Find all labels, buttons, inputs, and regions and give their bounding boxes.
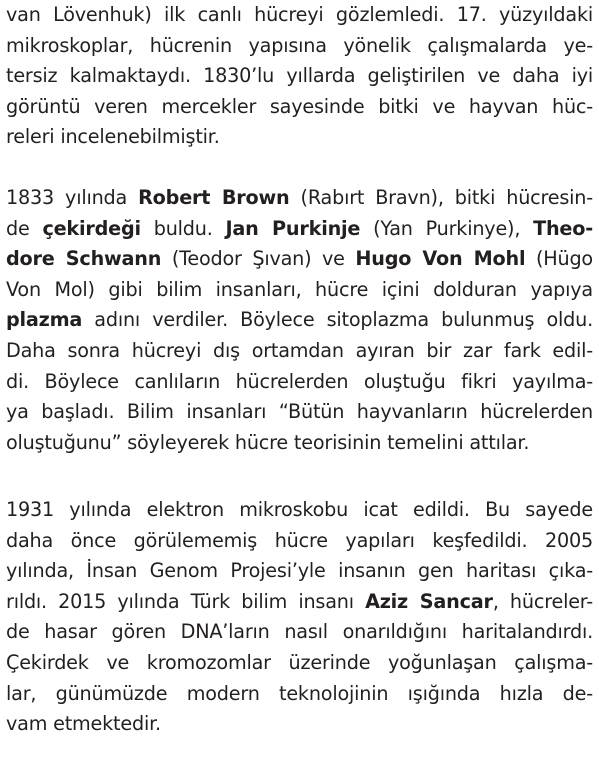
text-line (6, 556, 593, 587)
text-line (6, 275, 593, 306)
text-run: di. Böylece canlıların hücrelerden oluştuğu fikri yayılma- (6, 369, 593, 393)
text-run: tersiz kalmaktaydı. 1830’lu yıllarda geliştirilen ve daha iyi (6, 64, 593, 88)
text-run: Daha sonra hücreyi dış ortamdan ayıran bir zar fark edil- (6, 338, 593, 362)
text-run: (Rabırt Bravn), bitki hücresin- (289, 186, 593, 209)
text-line (6, 617, 593, 648)
text-run: buldu. (140, 216, 226, 240)
paragraph-1 (6, 0, 593, 153)
text-run: (Yan Purkinye), (360, 216, 534, 240)
text-line (6, 367, 593, 398)
text-line (6, 92, 593, 123)
text-run: adını verdiler. Böylece sitoplazma bulunmuş oldu. (82, 308, 593, 332)
bold-term: Jan Purkinje (225, 216, 361, 240)
text-line (6, 709, 593, 740)
text-line (6, 244, 593, 275)
text-run: releri incelenebilmiştir. (6, 125, 220, 149)
paragraph-3 (6, 495, 593, 740)
text-line (6, 648, 593, 679)
bold-term: çekirdeği (42, 216, 141, 240)
text-run: lar, günümüzde modern teknolojinin ışığında hızla de- (6, 681, 593, 705)
text-line (6, 336, 593, 367)
text-run: daha önce görülememiş hücre yapıları keşfedildi. 2005 (6, 528, 593, 552)
bold-term: Hugo Von Mohl (355, 247, 526, 271)
text-run: de hasar gören DNA’ların nasıl onarıldığını haritalandırdı. (6, 620, 593, 644)
text-run: Von Mol) gibi bilim insanları, hücre içini dolduran yapıya (6, 277, 593, 301)
text-line (6, 587, 593, 618)
bold-term: plazma (6, 308, 83, 332)
text-line (6, 31, 593, 62)
paragraph-2 (6, 183, 593, 458)
text-line (6, 428, 593, 459)
text-run: (Hügo (525, 247, 593, 271)
text-line (6, 214, 593, 245)
text-line (6, 679, 593, 710)
text-line (6, 305, 593, 336)
text-run: rıldı. 2015 yılında Türk bilim insanı (6, 589, 366, 613)
text-run: görüntü veren mercekler sayesinde bitki ve hayvan hüc- (6, 94, 593, 118)
text-line (6, 61, 593, 92)
bold-term: Theo- (533, 216, 593, 240)
text-run: Çekirdek ve kromozomlar üzerinde yoğunlaşan çalışma- (6, 650, 593, 674)
text-run: ya başladı. Bilim insanları “Bütün hayvanların hücrelerden (6, 400, 593, 424)
text-line (6, 495, 593, 526)
text-run: de (6, 216, 43, 240)
text-run: 1931 yılında elektron mikroskobu icat edildi. Bu sayede (6, 498, 593, 521)
text-run: van Lövenhuk) ilk canlı hücreyi gözlemledi. 17. yüzyıldaki (6, 3, 593, 26)
text-run: oluştuğunu” söyleyerek hücre teorisinin temelini attılar. (6, 430, 530, 454)
bold-term: Robert Brown (138, 186, 290, 209)
text-run: mikroskoplar, hücrenin yapısına yönelik çalışmalarda ye- (6, 33, 593, 57)
text-line (6, 122, 593, 153)
text-run: 1833 yılında (6, 186, 139, 209)
text-line (6, 397, 593, 428)
bold-term: Aziz Sancar (365, 589, 493, 613)
text-line (6, 526, 593, 557)
text-line (6, 183, 593, 214)
text-run: , hücreler- (492, 589, 593, 613)
text-run: (Teodor Şıvan) ve (161, 247, 356, 271)
text-line (6, 0, 593, 31)
text-run: vam etmektedir. (6, 712, 161, 736)
bold-term: dore Schwann (6, 247, 162, 271)
text-run: yılında, İnsan Genom Projesi’yle insanın gen haritası çıka- (6, 559, 593, 583)
